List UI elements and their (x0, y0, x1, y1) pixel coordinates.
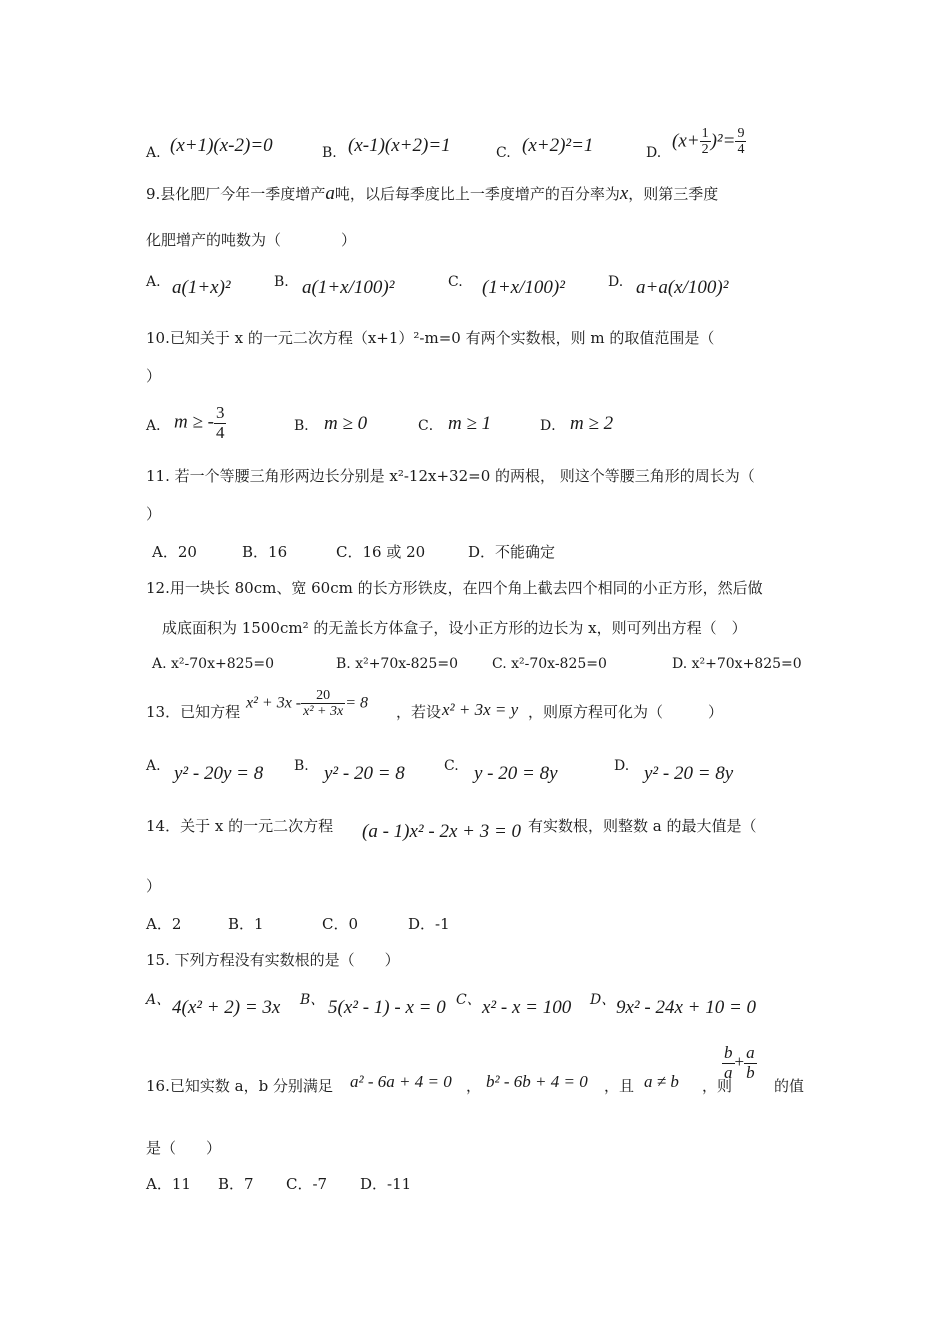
option-a-label: A. (146, 145, 161, 161)
q12-stem-line1: 12.用一块长 80cm、宽 60cm 的长方形铁皮，在四个角上截去四个相同的小正方形，然后做 (146, 579, 763, 597)
q16-stem-line2: 是（ ） (146, 1139, 222, 1157)
q15-stem: 15. 下列方程没有实数根的是（ ） (146, 951, 400, 969)
option-c-label: C. (496, 145, 511, 161)
q14-stem-line2: ） (146, 877, 162, 895)
q12-stem-line2: 成底面积为 1500cm² 的无盖长方体盒子，设小正方形的边长为 x，则可列出方程（ ） (162, 619, 747, 637)
q11-stem-line1: 11. 若一个等腰三角形两边长分别是 x²-12x+32=0 的两根， 则这个等腰三角形的周长为（ (146, 467, 755, 485)
option-d-label: D. (646, 145, 662, 161)
option-d-expr: (x+ $\frac{1}{2}$ )²= $\frac{9}{4}$ (672, 126, 745, 158)
option-b-label: B. (322, 145, 337, 161)
q9-stem-line2: 化肥增产的吨数为（ ） (146, 231, 357, 249)
option-a-expr: (x+1)(x-2)=0 (170, 135, 273, 156)
q9-stem-line1: 9.县化肥厂今年一季度增产a吨，以后每季度比上一季度增产的百分率为x，则第三季度 (146, 183, 719, 204)
option-b-expr: (x-1)(x+2)=1 (348, 135, 451, 156)
q11-stem-line2: ） (146, 505, 162, 523)
option-c-expr: (x+2)²=1 (522, 135, 594, 156)
exam-page: A. (x+1)(x-2)=0 B. (x-1)(x+2)=1 C. (x+2)²=1 D. (x+ $\frac{1}{2}$ )²= $\frac{9}{4}$ 9.县化肥厂今年一季度增产a吨，以后每季度比上一季度增产的百分率为x，则第三季度 化肥增产的吨数为（ ） A. a(1+x)² B. a(1+x/100)² C. (1+x/100)² D. a+a(x/100)² 10.已知关于 x 的一元二次方程（x+1）²-m=0 有两个实数根，则 m 的取值范围是（ ） A． m ≥ - $\frac{3}{4}$ B． m ≥ 0 C． m ≥ 1 D． m ≥ 2 11. 若一个等腰三角形两边长分别是 x²-12x+32=0 的两根， 则这个等腰三角形的周长为（ ） A．20 B．16 C．16 或 20 D．不能确定 12.用一块长 80cm、宽 60cm 的长方形铁皮，在四个角上截去四个相同的小正方形，然后做 成底面积为 1500cm² 的无盖长方体盒子，设小正方形的边长为 x，则可列出方程（ ） A. x²-70x+825=0 B. x²+70x-825=0 C. x²-70x-825=0 D. x²+70x+825=0 13．已知方程 x² + 3x - $\frac{20}{\text{x² + 3x}}$ = 8 ，若设 x² + 3x = y ，则原方程可化为（ ） A. y² - 20y = 8 B. y² - 20 = 8 C. y - 20 = 8y D. y² - 20 = 8y 14．关于 x 的一元二次方程 (a - 1)x² - 2x + 3 = 0 有实数根，则整数 a 的最大值是（ ） A．2 B．1 C．0 D．-1 15. 下列方程没有实数根的是（ ） A、 4(x² + 2) = 3x B、 5(x² - 1) - x = 0 C、 x² - x = 100 D、 9x² - 24x + 10 = 0 16.已知实数 a，b 分别满足 a² - 6a + 4 = 0 ， b² - 6b + 4 = 0 ，且 a ≠ b ，则 $\frac{b}{a}$ + $\frac{a}{b}$ 的值 是（ ） A．11 B．7 C．-7 D．-11 (146, 126, 805, 1193)
q10-stem-line2: ） (146, 367, 162, 385)
q10-stem-line1: 10.已知关于 x 的一元二次方程（x+1）²-m=0 有两个实数根，则 m 的取值范围是（ (146, 329, 715, 347)
